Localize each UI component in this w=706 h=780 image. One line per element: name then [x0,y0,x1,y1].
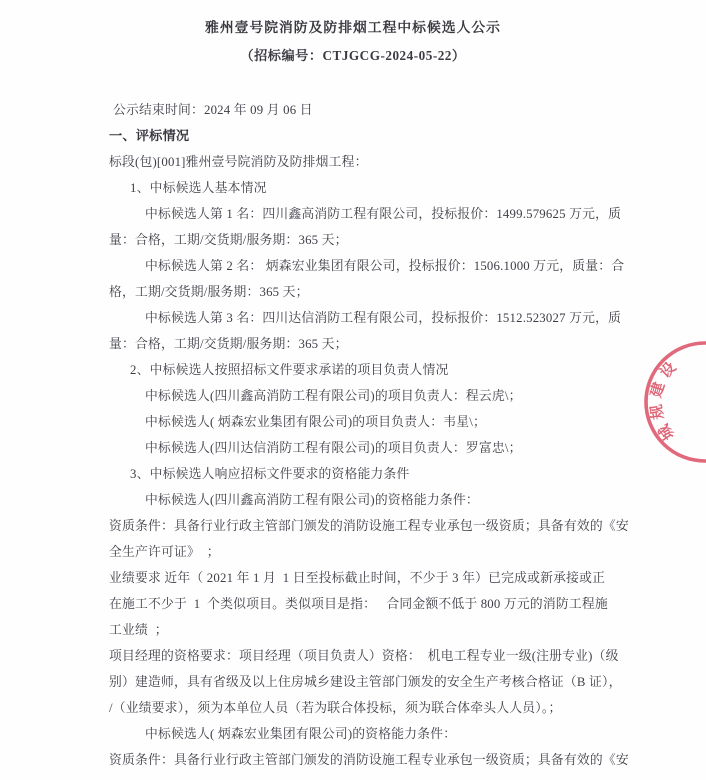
document-line: /（业绩要求），须为本单位人员（若为联合体投标，须为联合体牵头人人员）。； [109,701,562,715]
document-line: 中标候选人(四川鑫高消防工程有限公司)的资格能力条件： [145,493,479,507]
document-line: 3、中标候选人响应招标文件要求的资格能力条件 [130,467,410,481]
stamp-text: 城规建设 [648,356,683,443]
document-line: 项目经理的资格要求：项目经理（项目负责人）资格： 机电工程专业一级(注册专业)（级 [109,649,619,663]
document-line: 中标候选人第 3 名：四川达信消防工程有限公司，投标报价：1512.523027 万元，质 [145,311,622,325]
document-line: 中标候选人第 2 名： 炳森宏业集团有限公司，投标报价：1506.1000 万元，质量：合 [145,259,625,273]
document-line: 一、评标情况 [109,128,190,143]
document-line: 1、中标候选人基本情况 [130,181,267,195]
document-line: 在施工不少于 1 个类似项目。类似项目是指： 合同金额不低于 800 万元的消防工程施 [109,597,608,611]
document-line: 量：合格，工期/交货期/服务期：365 天； [109,233,348,247]
document-line: 量：合格，工期/交货期/服务期：365 天； [109,337,348,351]
document-line: 公示结束时间：2024 年 09 月 06 日 [113,103,313,117]
document-line: 别）建造师，具有省级及以上住房城乡建设主管部门颁发的安全生产考核合格证（B 证）， [109,675,622,689]
document-line: 2、中标候选人按照招标文件要求承诺的项目负责人情况 [130,363,449,377]
document-line: 资质条件：具备行业行政主管部门颁发的消防设施工程专业承包一级资质；具备有效的《安 [109,519,629,533]
page-title: 雅州壹号院消防及防排烟工程中标候选人公示 [205,20,501,35]
document-line: 标段(包)[001]雅州壹号院消防及防排烟工程： [109,155,368,169]
document-line: 中标候选人( 炳森宏业集团有限公司)的项目负责人：韦星\； [145,415,486,429]
document-line: 格，工期/交货期/服务期：365 天； [109,285,309,299]
document-body [0,97,706,773]
document-line: 资质条件：具备行业行政主管部门颁发的消防设施工程专业承包一级资质；具备有效的《安 [109,753,629,767]
document-line: 中标候选人第 1 名：四川鑫高消防工程有限公司，投标报价：1499.579625 万元，质 [145,207,622,221]
document-line: 工业绩 ； [109,623,168,637]
document-line: 中标候选人(四川达信消防工程有限公司)的项目负责人：罗富忠\； [145,441,522,455]
document-line: 中标候选人(四川鑫高消防工程有限公司)的项目负责人：程云虎\； [145,389,522,403]
document-line: 中标候选人( 炳森宏业集团有限公司)的资格能力条件： [145,727,457,741]
document-line: 全生产许可证》 ； [109,545,220,559]
document-line: 业绩要求 近年（ 2021 年 1 月 1 日至投标截止时间，不少于 3 年）已完成或新承接或正 [109,571,606,585]
tender-number-subtitle: （招标编号：CTJGCG-2024-05-22） [240,48,466,63]
